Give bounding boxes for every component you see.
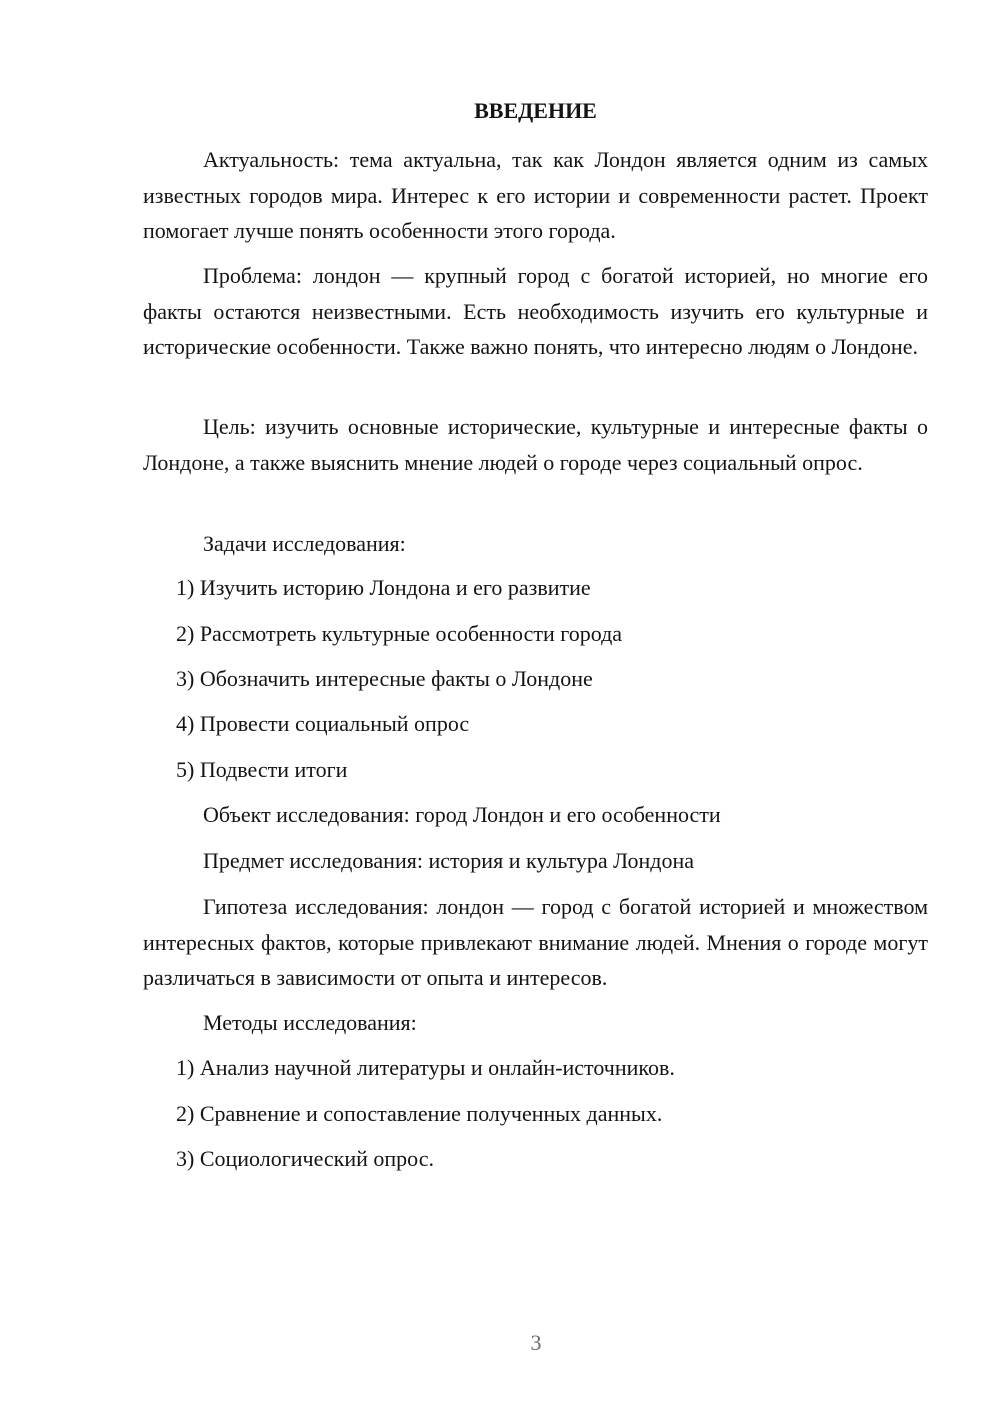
task-item: 1) Изучить историю Лондона и его развитие	[176, 575, 591, 600]
method-item: 2) Сравнение и сопоставление полученных данных.	[176, 1101, 663, 1126]
relevance-paragraph: Актуальность: тема актуальна, так как Лондон является одним из самых известных городов мира. Интерес к его истории и современности растет. Проект помогает лучше понять особенности этого города.	[143, 147, 928, 243]
tasks-heading: Задачи исследования:	[203, 531, 406, 556]
problem-paragraph: Проблема: лондон — крупный город с богатой историей, но многие его факты остаются неизвестными. Есть необходимость изучить его культурные и исторические особенности. Также важно понять, что интересно людям о Лондоне.	[143, 263, 928, 359]
method-item: 3) Социологический опрос.	[176, 1146, 434, 1171]
task-item: 4) Провести социальный опрос	[176, 711, 470, 736]
task-item: 2) Рассмотреть культурные особенности города	[176, 621, 623, 646]
methods-heading: Методы исследования:	[203, 1010, 417, 1035]
method-item: 1) Анализ научной литературы и онлайн-источников.	[176, 1055, 675, 1080]
object-line: Объект исследования: город Лондон и его особенности	[203, 802, 721, 827]
goal-paragraph: Цель: изучить основные исторические, культурные и интересные факты о Лондоне, а также выяснить мнение людей о городе через социальный опрос.	[143, 414, 928, 475]
subject-line: Предмет исследования: история и культура Лондона	[203, 848, 695, 873]
page-number: 3	[530, 1330, 542, 1355]
task-item: 3) Обозначить интересные факты о Лондоне	[176, 666, 593, 691]
hypothesis-paragraph: Гипотеза исследования: лондон — город с богатой историей и множеством интересных фактов, которые привлекают внимание людей. Мнения о городе могут различаться в зависимости от опыта и интересов.	[143, 894, 928, 990]
task-item: 5) Подвести итоги	[176, 757, 348, 782]
page-title: ВВЕДЕНИЕ	[474, 98, 597, 123]
